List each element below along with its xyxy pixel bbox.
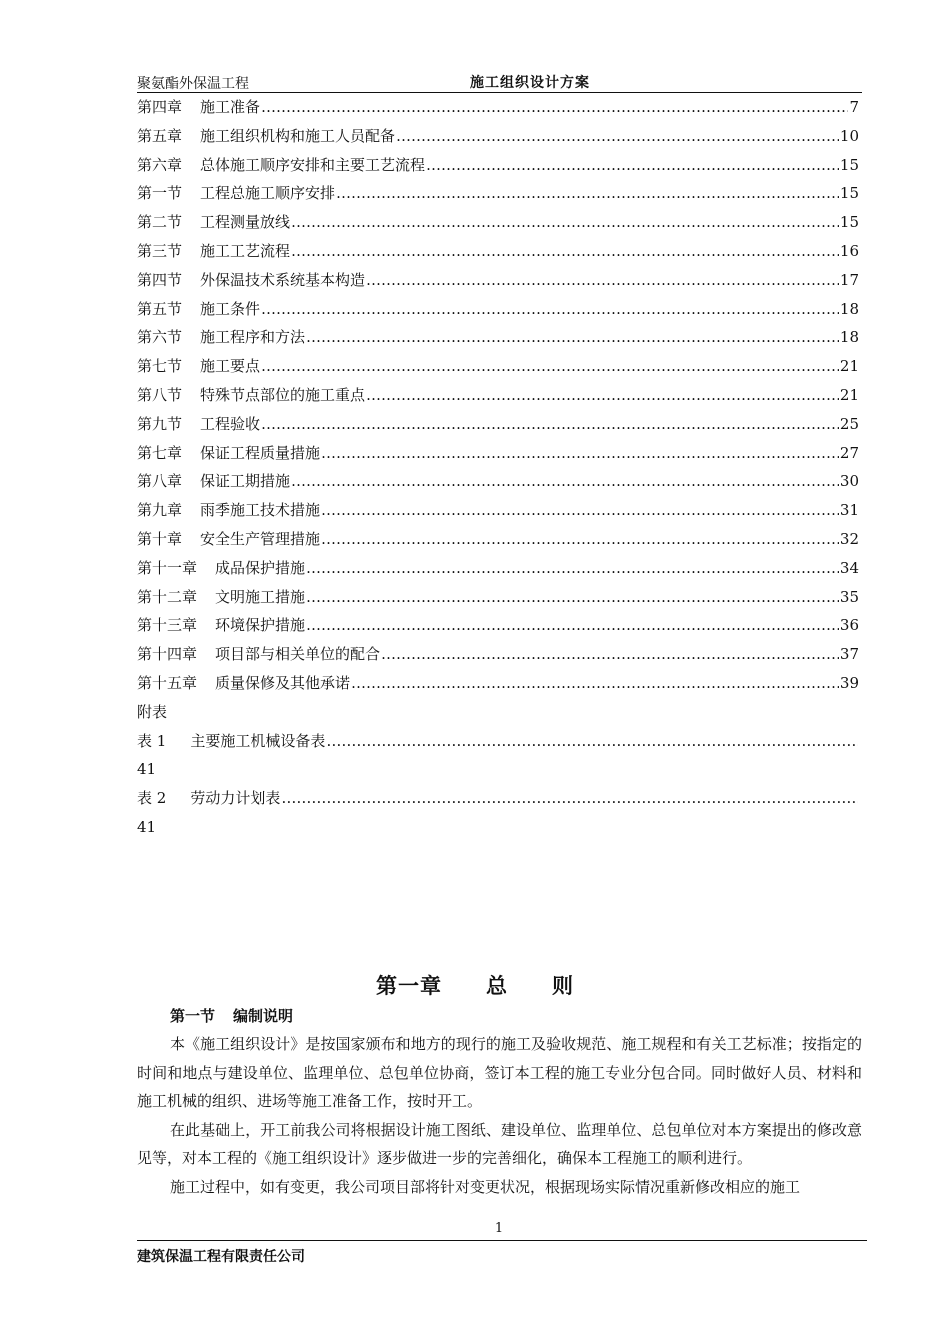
page-number: 1	[494, 1221, 504, 1236]
toc-entry	[137, 151, 859, 180]
paragraph: 本《施工组织设计》是按国家颁布和地方的现行的施工及验收规范、施工规程和有关工艺标准；按指定的时间和地点与建设单位、监理单位、总包单位协商，签订本工程的施工专业分包合同。同时做好人员、材料和施工机械的组织、进场等施工准备工作，按时开工。	[137, 1035, 862, 1110]
toc-title: 项目部与相关单位的配合	[215, 645, 381, 664]
toc-title: 工程验收	[200, 414, 261, 433]
toc-title: 施工条件	[200, 299, 261, 318]
toc-page: 10	[839, 126, 859, 145]
toc-page: 32	[839, 529, 859, 548]
toc-title: 外保温技术系统基本构造	[200, 270, 366, 289]
toc-title: 特殊节点部位的施工重点	[200, 385, 366, 404]
toc-title: 施工组织机构和施工人员配备	[200, 126, 396, 145]
toc-entry	[137, 352, 859, 381]
toc-chapter: 第十四章	[137, 645, 198, 664]
toc-title: 安全生产管理措施	[200, 529, 321, 548]
toc-chapter: 第十一章	[137, 558, 198, 577]
toc-title: 质量保修及其他承诺	[215, 673, 351, 692]
toc-page: 27	[839, 443, 859, 462]
toc-chapter: 第六章	[137, 155, 183, 174]
toc-title: 保证工程质量措施	[200, 443, 321, 462]
toc-entry	[137, 583, 859, 612]
toc-chapter: 第九节	[137, 414, 183, 433]
toc-entry	[137, 179, 859, 208]
toc-chapter: 第六节	[137, 328, 183, 347]
toc-title: 施工准备	[200, 98, 261, 116]
toc-title: 施工要点	[200, 357, 261, 376]
toc-chapter: 第七章	[137, 443, 183, 462]
toc-entry	[137, 93, 859, 122]
toc-page: 31	[839, 501, 859, 520]
toc-title: 总体施工顺序安排和主要工艺流程	[200, 155, 426, 174]
toc-chapter: 第八章	[137, 472, 183, 491]
appendix-page: 41	[137, 760, 157, 779]
toc-page: 15	[839, 184, 859, 203]
toc-chapter: 第三节	[137, 241, 183, 260]
toc-page: 15	[839, 155, 859, 174]
header-right-title: 施工组织设计方案	[470, 75, 590, 91]
toc-entry	[137, 410, 859, 439]
toc-title: 工程总施工顺序安排	[200, 184, 336, 203]
header-left-title: 聚氨酯外保温工程	[137, 76, 249, 92]
toc-chapter: 第九章	[137, 501, 183, 520]
toc-chapter: 第四章	[137, 98, 183, 116]
toc-entry	[137, 467, 859, 496]
toc-chapter: 第十二章	[137, 587, 198, 606]
body-text	[137, 1030, 862, 1201]
toc-page: 18	[839, 299, 859, 318]
toc-title: 工程测量放线	[200, 213, 291, 232]
toc-page: 7	[849, 98, 859, 116]
paragraph: 在此基础上，开工前我公司将根据设计施工图纸、建设单位、监理单位、总包单位对本方案提出的修改意见等，对本工程的《施工组织设计》逐步做进一步的完善细化，确保本工程施工的顺利进行。	[137, 1120, 862, 1167]
section-heading	[170, 1005, 293, 1026]
toc-chapter: 第十三章	[137, 616, 198, 635]
appendix-title: 劳动力计划表	[190, 789, 281, 808]
toc-page: 25	[839, 414, 859, 433]
toc-entry	[137, 640, 859, 669]
toc-page: 18	[839, 328, 859, 347]
toc-title: 雨季施工技术措施	[200, 501, 321, 520]
appendix-table-num: 表 1	[137, 731, 167, 750]
toc-page: 21	[839, 385, 859, 404]
toc-chapter: 第五节	[137, 299, 183, 318]
toc-entry	[137, 554, 859, 583]
paragraph: 施工过程中，如有变更，我公司项目部将针对变更状况，根据现场实际情况重新修改相应的施工	[170, 1177, 801, 1196]
toc-page: 39	[839, 673, 859, 692]
toc-entry	[137, 381, 859, 410]
table-of-contents	[137, 93, 859, 842]
toc-entry	[137, 323, 859, 352]
toc-title: 施工程序和方法	[200, 328, 306, 347]
toc-page: 36	[839, 616, 859, 635]
chapter-title: 第一章 总 则	[376, 974, 574, 998]
toc-chapter: 第十章	[137, 529, 183, 548]
toc-page: 37	[839, 645, 859, 664]
appendix-label: 附表	[137, 702, 168, 721]
toc-entry	[137, 611, 859, 640]
toc-chapter: 第五章	[137, 126, 183, 145]
toc-entry	[137, 208, 859, 237]
toc-entry	[137, 496, 859, 525]
toc-entry	[137, 122, 859, 151]
toc-page: 34	[839, 558, 859, 577]
toc-page: 21	[839, 357, 859, 376]
toc-entry	[137, 295, 859, 324]
appendix-entry	[137, 727, 859, 756]
toc-entry	[137, 669, 859, 698]
toc-title: 文明施工措施	[215, 587, 306, 606]
toc-page: 30	[839, 472, 859, 491]
appendix-table-num: 表 2	[137, 789, 167, 808]
section-name: 编制说明	[233, 1007, 294, 1025]
toc-chapter: 第一节	[137, 184, 183, 203]
toc-chapter: 第十五章	[137, 673, 198, 692]
toc-page: 35	[839, 587, 859, 606]
toc-title: 保证工期措施	[200, 472, 291, 491]
toc-chapter: 第四节	[137, 270, 183, 289]
toc-title: 施工工艺流程	[200, 241, 291, 260]
toc-entry	[137, 266, 859, 295]
toc-entry	[137, 237, 859, 266]
toc-entry	[137, 439, 859, 468]
section-number: 第一节	[170, 1007, 216, 1025]
appendix-entry	[137, 784, 859, 813]
toc-page: 16	[839, 241, 859, 260]
toc-chapter: 第八节	[137, 385, 183, 404]
footer-company-name: 建筑保温工程有限责任公司	[137, 1249, 305, 1265]
toc-page: 15	[839, 213, 859, 232]
toc-chapter: 第二节	[137, 213, 183, 232]
toc-page: 17	[839, 270, 859, 289]
appendix-page: 41	[137, 817, 157, 836]
toc-chapter: 第七节	[137, 357, 183, 376]
appendix-title: 主要施工机械设备表	[190, 731, 326, 750]
footer-rule	[137, 1240, 867, 1241]
toc-title: 成品保护措施	[215, 558, 306, 577]
toc-entry	[137, 525, 859, 554]
toc-title: 环境保护措施	[215, 616, 306, 635]
